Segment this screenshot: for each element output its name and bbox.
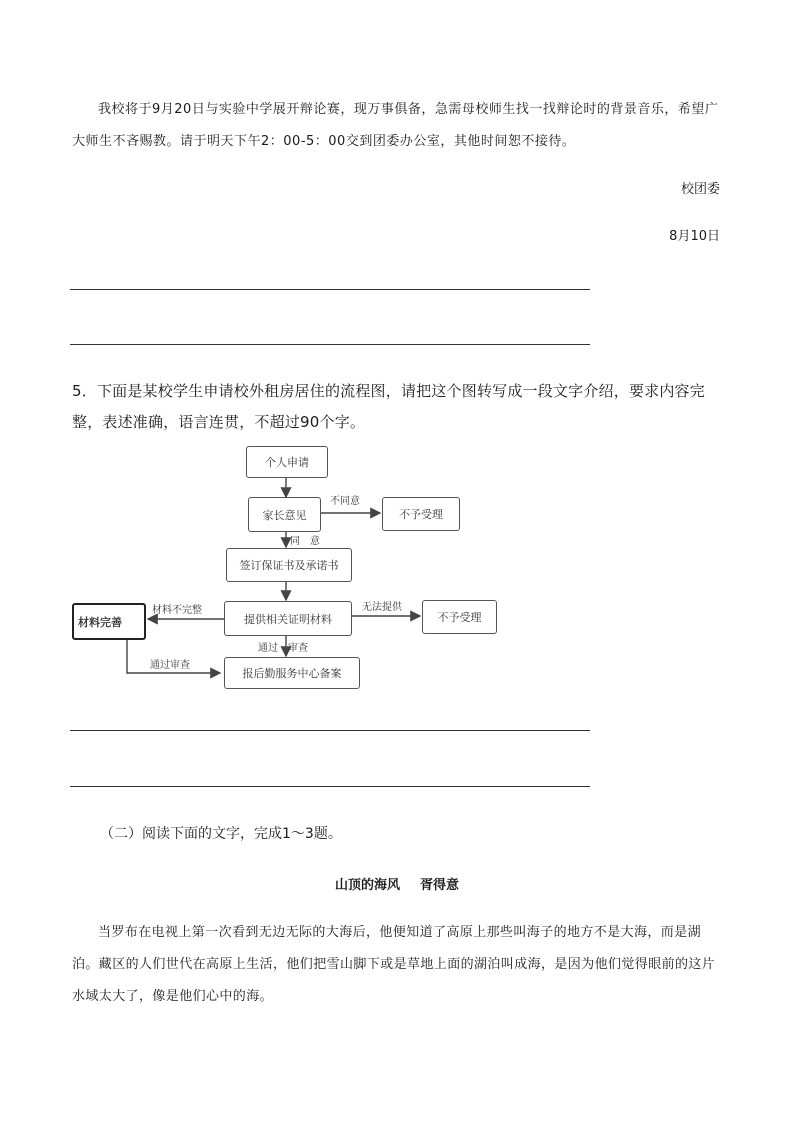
edge-label-agree: 同 意 (290, 536, 320, 547)
question-5-text: 5．下面是某校学生申请校外租房居住的流程图，请把这个图转写成一段文字介绍，要求内容完整，表述准确，语言连贯，不超过90个字。 (72, 382, 705, 431)
answer-line (70, 786, 590, 787)
notice-body: 我校将于9月20日与实验中学展开辩论赛，现万事俱备，急需母校师生找一找辩论时的背景音乐，希望广大师生不吝赐教。请于明天下午2：00-5：00交到团委办公室，其他时间恕不接待。 (72, 102, 719, 149)
article-author: 胥得意 (420, 878, 460, 893)
node-supplement-materials: 材料完善 (72, 603, 146, 640)
edge-label-unable: 无法提供 (362, 602, 402, 613)
notice-signature: 校团委 (680, 182, 720, 197)
section-heading: （二）阅读下面的文字，完成1～3题。 (100, 826, 342, 842)
node-sign-guarantee: 签订保证书及承诺书 (226, 548, 352, 582)
edge-label-pass-1: 通过 审查 (258, 643, 308, 654)
article-title-line (0, 874, 794, 893)
edge-label-pass-2: 通过审查 (150, 660, 190, 671)
node-reject-1: 不予受理 (382, 497, 460, 531)
edge-label-incomplete: 材料不完整 (152, 605, 202, 616)
node-provide-proof: 提供相关证明材料 (224, 601, 352, 636)
node-parent-opinion: 家长意见 (248, 497, 321, 532)
node-report-logistics: 报后勤服务中心备案 (224, 657, 360, 689)
node-reject-2: 不予受理 (422, 600, 497, 634)
notice-date: 8月10日 (669, 229, 720, 244)
article-title: 山顶的海风 (334, 878, 400, 893)
answer-line (70, 730, 590, 731)
node-personal-application: 个人申请 (246, 446, 328, 478)
article-paragraph: 当罗布在电视上第一次看到无边无际的大海后，他便知道了高原上那些叫海子的地方不是大海，而是湖泊。藏区的人们世代在高原上生活，他们把雪山脚下或是草地上面的湖泊叫成海，是因为他们觉得眼前的这片水域太大了，像是他们心中的海。 (72, 925, 716, 1004)
edge-label-disagree: 不同意 (330, 496, 360, 507)
